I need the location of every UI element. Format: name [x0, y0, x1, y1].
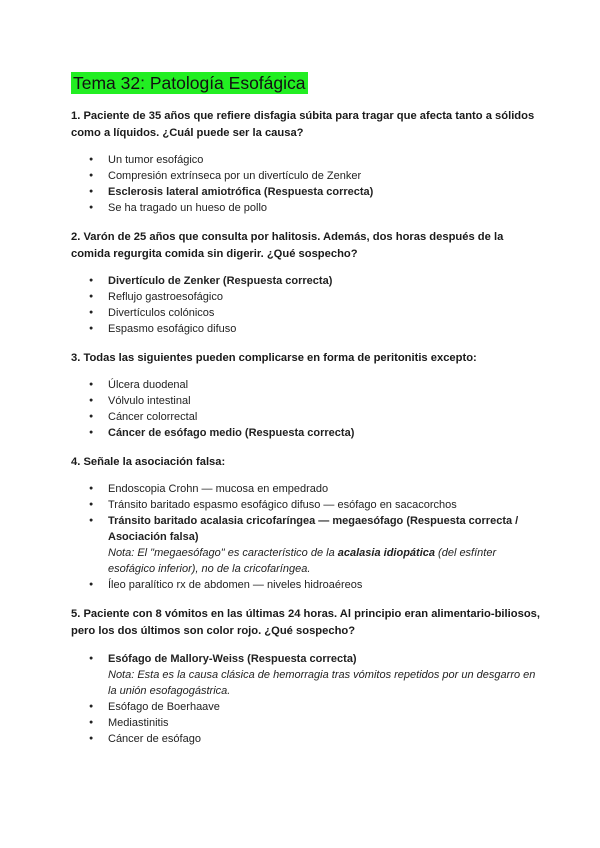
- option: ● Vólvulo intestinal: [0, 393, 538, 409]
- correct-option: ● Cáncer de esófago medio (Respuesta correcta): [0, 425, 538, 441]
- option: ● Mediastinitis: [0, 715, 538, 731]
- question-3-options: [0, 377, 538, 441]
- question-4-options: [0, 481, 538, 593]
- option: ● Espasmo esofágico difuso: [0, 321, 538, 337]
- correct-option-text: Tránsito baritado acalasia cricofaríngea — megaesófago (Respuesta correcta / Asociación falsa): [108, 515, 519, 543]
- correct-option: ● Esclerosis lateral amiotrófica (Respuesta correcta): [0, 184, 538, 200]
- question-3: 3. Todas las siguientes pueden complicarse en forma de peritonitis excepto:: [71, 352, 477, 364]
- question-4: 4. Señale la asociación falsa:: [71, 456, 226, 468]
- question-2: 2. Varón de 25 años que consulta por halitosis. Además, dos horas después de la comida regurgita comida sin digerir. ¿Qué sospecho?: [71, 231, 504, 260]
- option: ● Íleo paralítico rx de abdomen — niveles hidroaéreos: [0, 577, 538, 593]
- option: ● Reflujo gastroesofágico: [0, 289, 538, 305]
- option-note: [108, 545, 538, 577]
- correct-option: [0, 513, 538, 577]
- option: ● Cáncer colorrectal: [0, 409, 538, 425]
- note-emphasis: acalasia idiopática: [337, 547, 435, 559]
- page-title: Tema 32: Patología Esofágica: [73, 73, 306, 93]
- option: ● Úlcera duodenal: [0, 377, 538, 393]
- question-1: 1. Paciente de 35 años que refiere disfagia súbita para tragar que afecta tanto a sólidos como a líquidos. ¿Cuál puede ser la causa?: [71, 110, 535, 139]
- option: ● Esófago de Boerhaave: [0, 699, 538, 715]
- option: ● Compresión extrínseca por un divertículo de Zenker: [0, 168, 538, 184]
- correct-option: ● Divertículo de Zenker (Respuesta correcta): [0, 273, 538, 289]
- question-1-options: [0, 152, 538, 216]
- note-text: Nota: El "megaesófago" es característico de la: [108, 547, 338, 559]
- option: ● Divertículos colónicos: [0, 305, 538, 321]
- question-5: 5. Paciente con 8 vómitos en las últimas 24 horas. Al principio eran alimentario-biliosos, pero los dos últimos son color rojo. ¿Qué sospecho?: [71, 608, 540, 637]
- option: ● Endoscopia Crohn — mucosa en empedrado: [0, 481, 538, 497]
- option: ● Se ha tragado un hueso de pollo: [0, 200, 538, 216]
- correct-option: [0, 651, 538, 699]
- option: ● Cáncer de esófago: [0, 731, 538, 747]
- option: ● Un tumor esofágico: [0, 152, 538, 168]
- question-5-options: [0, 651, 538, 747]
- correct-option-text: Esófago de Mallory-Weiss (Respuesta correcta): [108, 653, 357, 665]
- note-text: (del esfínter esofágico inferior), no de la cricofaríngea.: [108, 547, 497, 575]
- option-note: Nota: Esta es la causa clásica de hemorragia tras vómitos repetidos por un desgarro en la unión esofagogástrica.: [108, 669, 536, 697]
- option: ● Tránsito baritado espasmo esofágico difuso — esófago en sacacorchos: [0, 497, 538, 513]
- question-2-options: [0, 273, 538, 337]
